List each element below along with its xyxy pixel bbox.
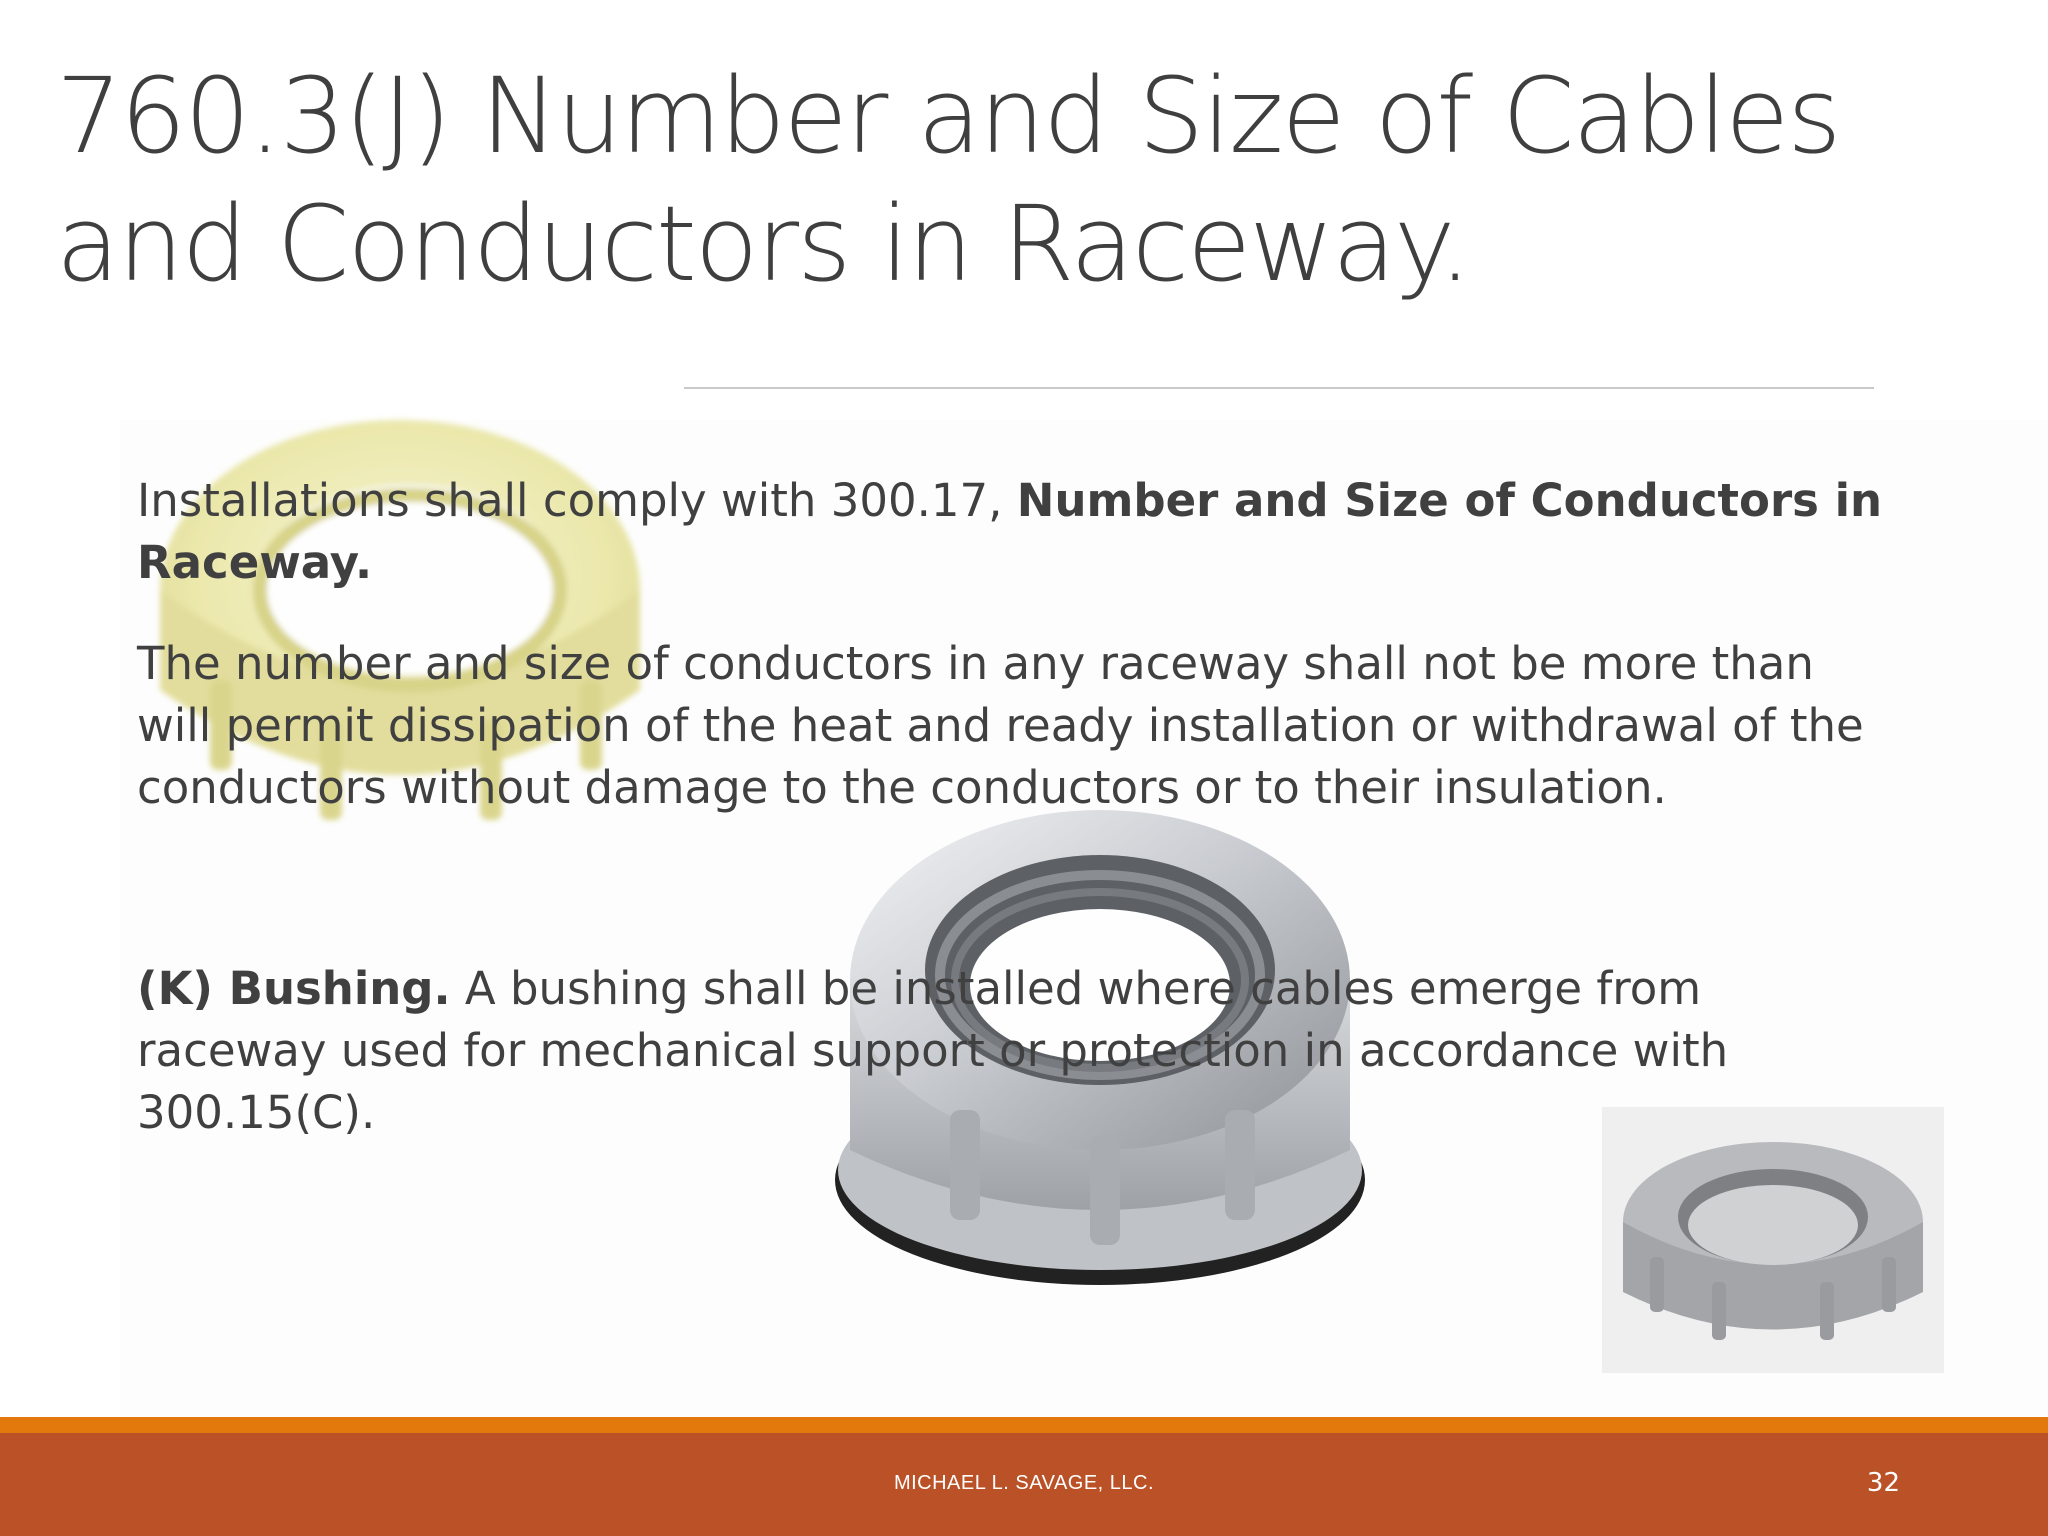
paragraph-bushing (137, 958, 1897, 1144)
paragraph-compliance-bold: Number and Size of Conductors in Raceway. (137, 474, 1883, 589)
paragraph-bushing-bold: (K) Bushing. (137, 962, 451, 1015)
page-number: 32 (1866, 1468, 1900, 1498)
footer-accent-stripe (0, 1417, 2048, 1433)
paragraph-compliance-text: Installations shall comply with 300.17, (137, 474, 1017, 527)
footer-company: MICHAEL L. SAVAGE, LLC. (893, 1472, 1155, 1494)
slide-title: 760.3(J) Number and Size of Cables and Conductors in Raceway. (56, 55, 1840, 305)
gray-plastic-bushing-photo (1602, 1107, 1944, 1373)
paragraph-number-and-size: The number and size of conductors in any raceway shall not be more than will permit dissipation of the heat and ready installation or withdrawal of the conductors without damage to the conductors or to their insulation. (137, 637, 1864, 814)
paragraph-compliance (137, 470, 1897, 594)
paragraph-bushing-text: A bushing shall be installed where cables emerge from raceway used for mechanical support or protection in accordance with 300.15(C). (137, 962, 1729, 1139)
title-divider (684, 387, 1874, 389)
